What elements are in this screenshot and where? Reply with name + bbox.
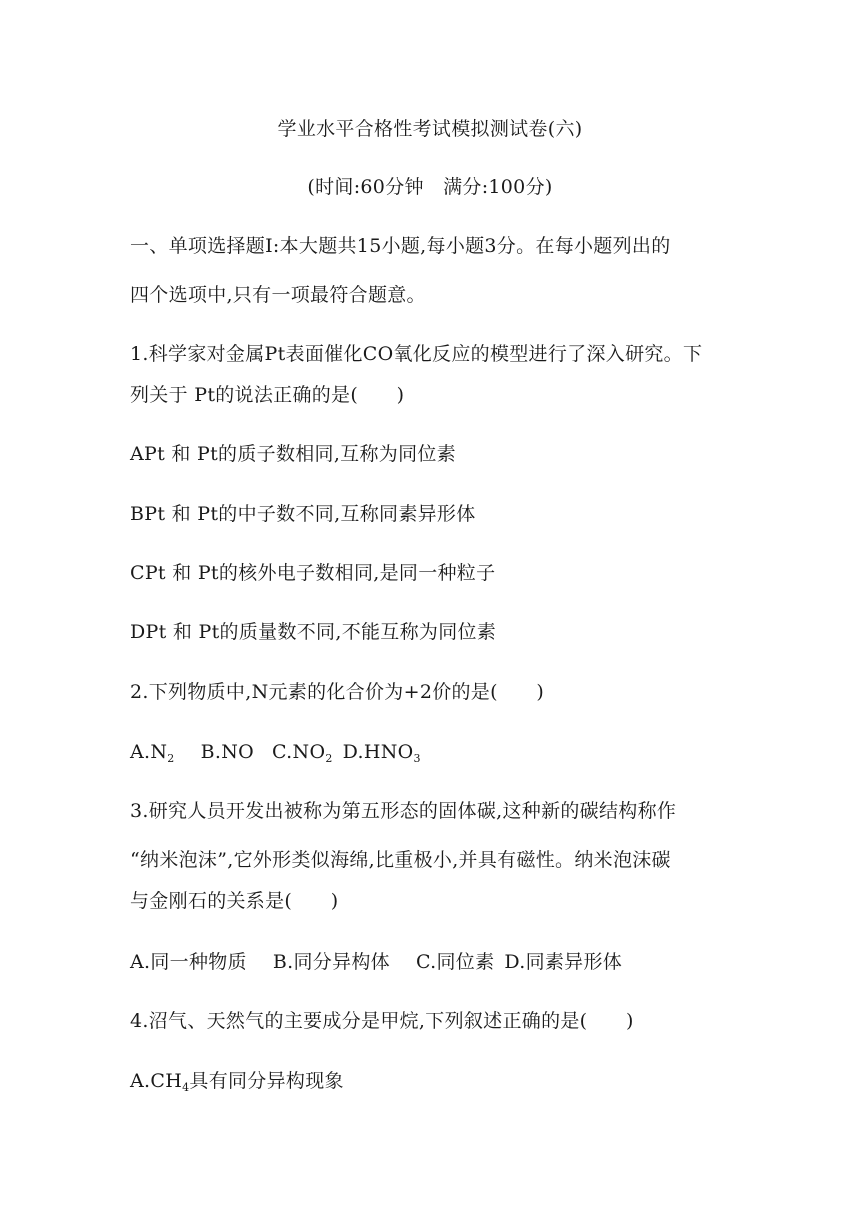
section-heading-line-2: 四个选项中,只有一项最符合题意。 <box>130 284 426 306</box>
q2-option-a: $A.N_2$ <box>130 741 175 765</box>
q3-option-c: C.同位素 <box>415 951 495 973</box>
exam-subtitle: (时间:60分钟 满分:100分) <box>307 176 553 198</box>
q2-option-d: $D.HNO_3$ <box>342 741 421 765</box>
q1-stem-line-2: 列关于 Pt的说法正确的是( ) <box>130 384 405 406</box>
q3-stem-line-1: 3.研究人员开发出被称为第五形态的固体碳,这种新的碳结构称作 <box>130 800 677 822</box>
q2-stem: 2.下列物质中,N元素的化合价为+2价的是( ) <box>130 681 545 703</box>
q2-options <box>130 739 421 765</box>
section-heading-line-1: 一、单项选择题Ⅰ:本大题共15小题,每小题3分。在每小题列出的 <box>130 235 671 257</box>
q3-option-b: B.同分异构体 <box>272 951 390 973</box>
q1-option-b: BPt 和 Pt的中子数不同,互称同素异形体 <box>130 503 476 525</box>
q1-option-c: CPt 和 Pt的核外电子数相同,是同一种粒子 <box>130 562 496 584</box>
exam-title: 学业水平合格性考试模拟测试卷(六) <box>277 118 583 140</box>
q4-option-a: $A.CH_4$具有同分异构现象 <box>130 1070 344 1094</box>
q3-stem-line-2: “纳米泡沫”,它外形类似海绵,比重极小,并具有磁性。纳米泡沫碳 <box>130 849 671 871</box>
q2-option-c: $C.NO_2$ <box>272 741 333 765</box>
q3-stem-line-3: 与金刚石的关系是( ) <box>130 890 339 912</box>
q1-option-d: DPt 和 Pt的质量数不同,不能互称为同位素 <box>130 621 497 643</box>
q3-option-d: D.同素异形体 <box>504 951 623 973</box>
q2-option-b: B.NO <box>200 741 255 763</box>
q1-stem-line-1: 1.科学家对金属Pt表面催化CO氧化反应的模型进行了深入研究。下 <box>130 343 703 365</box>
q4-stem: 4.沼气、天然气的主要成分是甲烷,下列叙述正确的是( ) <box>130 1010 634 1032</box>
q3-option-a: A.同一种物质 <box>130 951 247 973</box>
q1-option-a: APt 和 Pt的质子数相同,互称为同位素 <box>130 443 456 465</box>
q3-options <box>130 949 622 975</box>
